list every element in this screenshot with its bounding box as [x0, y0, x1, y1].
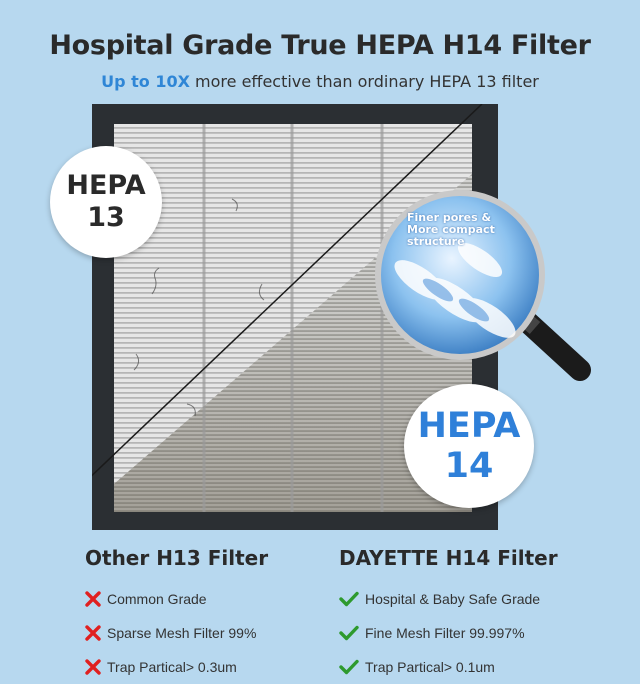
page-subtitle: [0, 72, 640, 91]
list-item-label: Trap Partical> 0.1um: [365, 659, 495, 675]
check-icon: [339, 625, 359, 641]
page-title: Hospital Grade True HEPA H14 Filter: [49, 30, 591, 61]
subtitle-accent: Up to 10X: [101, 72, 190, 91]
list-item-label: Common Grade: [107, 591, 207, 607]
list-item: [339, 616, 558, 650]
list-item: [85, 616, 268, 650]
cross-icon: [85, 659, 101, 675]
cross-icon: [85, 591, 101, 607]
other-h13-column: [85, 546, 268, 684]
list-item: [85, 650, 268, 684]
hepa14-number: 14: [444, 446, 494, 486]
list-item-label: Sparse Mesh Filter 99%: [107, 625, 257, 641]
hepa13-badge: [50, 146, 162, 258]
check-icon: [339, 659, 359, 675]
list-item: [85, 582, 268, 616]
hepa14-badge: [404, 384, 534, 508]
hepa13-label: HEPA: [66, 170, 146, 201]
list-item: [339, 650, 558, 684]
dayette-h14-column: [339, 546, 558, 684]
magnifier-caption: [407, 212, 517, 248]
list-item-label: Hospital & Baby Safe Grade: [365, 591, 541, 607]
other-h13-title: Other H13 Filter: [85, 546, 269, 570]
list-item-label: Trap Partical> 0.3um: [107, 659, 237, 675]
check-icon: [339, 591, 359, 607]
dayette-h14-title: DAYETTE H14 Filter: [339, 546, 558, 570]
magnifier-caption-line1: Finer pores &: [407, 211, 492, 224]
hepa14-label: HEPA: [417, 406, 521, 446]
magnifier-caption-line2: More compact: [407, 223, 495, 236]
list-item-label: Fine Mesh Filter 99.997%: [365, 625, 525, 641]
list-item: [339, 582, 558, 616]
hepa13-number: 13: [87, 202, 125, 233]
cross-icon: [85, 625, 101, 641]
magnifier-caption-line3: structure: [407, 235, 465, 248]
subtitle-text: more effective than ordinary HEPA 13 filter: [189, 72, 539, 91]
